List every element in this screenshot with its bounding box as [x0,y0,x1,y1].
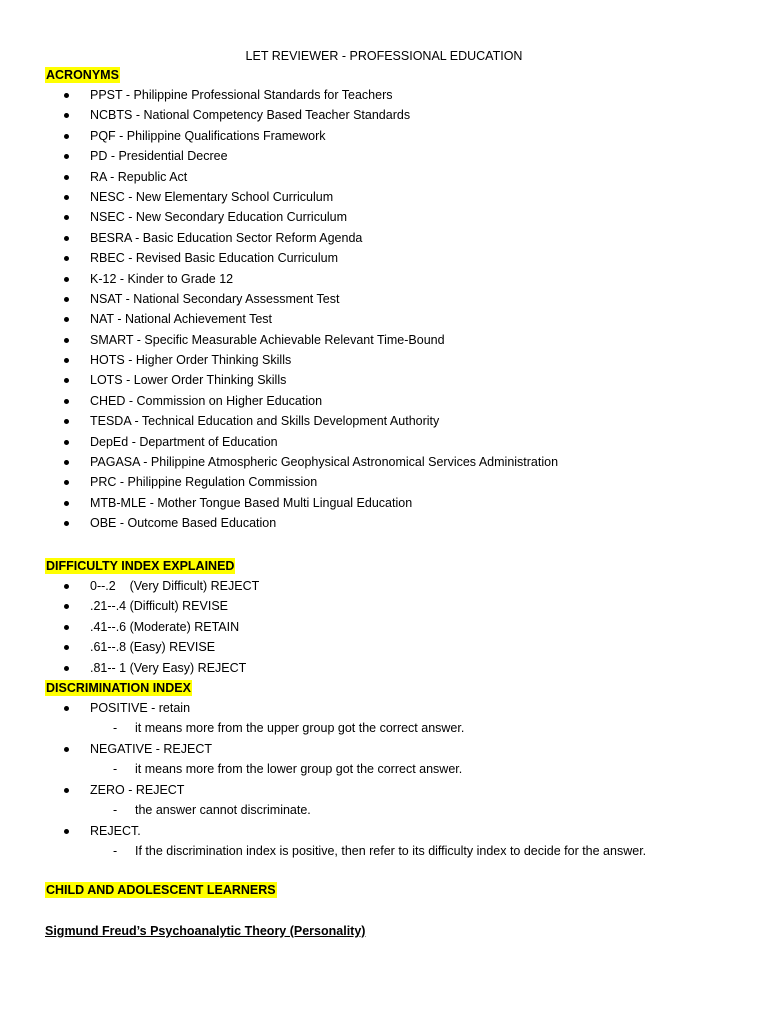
list-item: .21--.4 (Difficult) REVISE [0,596,768,616]
bullet-icon [64,625,69,630]
list-item: PQF - Philippine Qualifications Framework [0,126,768,146]
list-item: K-12 - Kinder to Grade 12 [0,269,768,289]
bullet-icon [64,666,69,671]
bullet-icon [64,358,69,363]
list-item: POSITIVE - retain [0,698,768,718]
bullet-icon [64,645,69,650]
difficulty-list [0,576,768,678]
bullet-icon [64,195,69,200]
bullet-icon [64,584,69,589]
list-item: PAGASA - Philippine Atmospheric Geophysical Astronomical Services Administration [0,452,768,472]
bullet-icon [64,317,69,322]
dash-icon: - [113,844,118,858]
list-item: SMART - Specific Measurable Achievable Relevant Time-Bound [0,330,768,350]
list-item: PRC - Philippine Regulation Commission [0,472,768,492]
list-item: REJECT. [0,821,768,841]
document-title: LET REVIEWER - PROFESSIONAL EDUCATION [245,49,523,63]
difficulty-heading: DIFFICULTY INDEX EXPLAINED [46,559,235,573]
list-item: RA - Republic Act [0,167,768,187]
list-item: LOTS - Lower Order Thinking Skills [0,370,768,390]
list-item: MTB-MLE - Mother Tongue Based Multi Lingual Education [0,493,768,513]
list-item: NEGATIVE - REJECT [0,739,768,759]
discrimination-list [0,821,768,841]
list-item: CHED - Commission on Higher Education [0,391,768,411]
list-item: NAT - National Achievement Test [0,309,768,329]
bullet-icon [64,788,69,793]
acronyms-heading: ACRONYMS [46,68,119,82]
discrimination-list [0,698,768,718]
bullet-icon [64,829,69,834]
child-adolescent-heading: CHILD AND ADOLESCENT LEARNERS [46,883,276,897]
list-item: .41--.6 (Moderate) RETAIN [0,617,768,637]
bullet-icon [64,338,69,343]
list-item: PD - Presidential Decree [0,146,768,166]
bullet-icon [64,175,69,180]
bullet-icon [64,297,69,302]
bullet-icon [64,277,69,282]
bullet-icon [64,215,69,220]
dash-icon: - [113,762,118,776]
list-item: TESDA - Technical Education and Skills Development Authority [0,411,768,431]
list-item: ZERO - REJECT [0,780,768,800]
bullet-icon [64,747,69,752]
list-item: RBEC - Revised Basic Education Curriculum [0,248,768,268]
bullet-icon [64,256,69,261]
list-item: NSEC - New Secondary Education Curriculum [0,207,768,227]
list-item: 0--.2 (Very Difficult) REJECT [0,576,768,596]
bullet-icon [64,93,69,98]
bullet-icon [64,113,69,118]
list-item: BESRA - Basic Education Sector Reform Agenda [0,228,768,248]
sub-list-item: - If the discrimination index is positive, then refer to its difficulty index to decide for the answer. [0,841,768,861]
bullet-icon [64,440,69,445]
dash-icon: - [113,721,118,735]
bullet-icon [64,399,69,404]
acronyms-list [0,85,768,534]
bullet-icon [64,419,69,424]
list-item: NCBTS - National Competency Based Teacher Standards [0,105,768,125]
list-item: .61--.8 (Easy) REVISE [0,637,768,657]
bullet-icon [64,480,69,485]
bullet-icon [64,706,69,711]
sub-list-item: - it means more from the upper group got the correct answer. [0,718,768,738]
list-item: DepEd - Department of Education [0,432,768,452]
list-item: NESC - New Elementary School Curriculum [0,187,768,207]
list-item: OBE - Outcome Based Education [0,513,768,533]
bullet-icon [64,604,69,609]
bullet-icon [64,460,69,465]
list-item: .81-- 1 (Very Easy) REJECT [0,658,768,678]
freud-heading: Sigmund Freud’s Psychoanalytic Theory (Personality) [45,924,366,938]
bullet-icon [64,236,69,241]
list-item: HOTS - Higher Order Thinking Skills [0,350,768,370]
list-item: PPST - Philippine Professional Standards for Teachers [0,85,768,105]
list-item: NSAT - National Secondary Assessment Test [0,289,768,309]
dash-icon: - [113,803,118,817]
bullet-icon [64,521,69,526]
sub-list-item: - it means more from the lower group got the correct answer. [0,759,768,779]
discrimination-heading: DISCRIMINATION INDEX [46,681,191,695]
bullet-icon [64,501,69,506]
bullet-icon [64,154,69,159]
discrimination-list [0,780,768,800]
sub-list-item: - the answer cannot discriminate. [0,800,768,820]
discrimination-list [0,739,768,759]
bullet-icon [64,378,69,383]
bullet-icon [64,134,69,139]
